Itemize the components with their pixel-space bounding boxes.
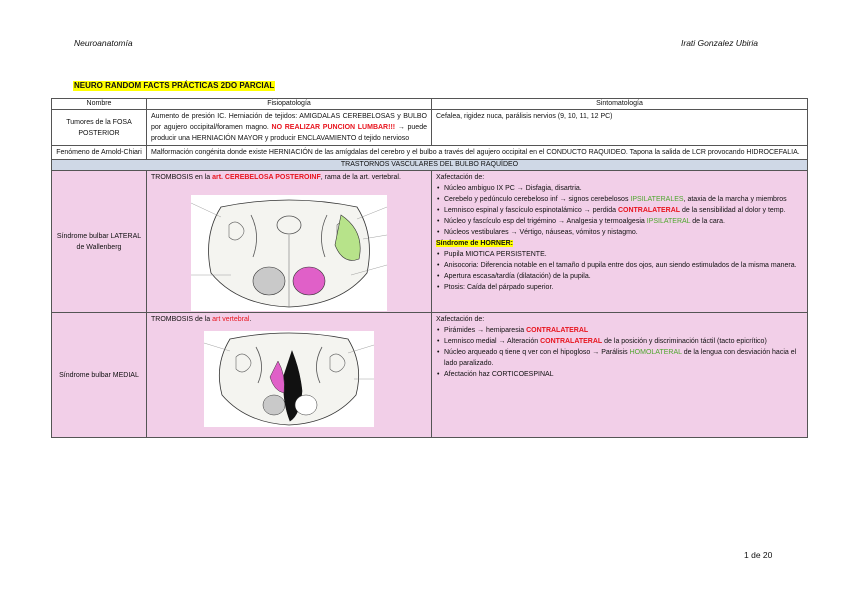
notes-table xyxy=(51,98,808,438)
horner-title: Síndrome de HORNER: xyxy=(436,240,514,247)
list-item: • Núcleos vestibulares → Vértigo, náuseas, vómitos y nistagmo. xyxy=(436,227,803,238)
table-header-row xyxy=(52,99,808,110)
header-left: Neuroanatomía xyxy=(74,38,133,48)
col-header-sintomatologia: Sintomatología xyxy=(432,99,808,110)
symptom-list xyxy=(436,183,803,238)
row-name: Fenómeno de Arnold-Chiari xyxy=(52,146,147,160)
table-row xyxy=(52,313,808,438)
list-item: • Cerebelo y pedúnculo cerebeloso inf → signos cerebelosos IPSILATERALES, ataxia de la marcha y miembros xyxy=(436,194,803,205)
list-item: • Pirámides → hemiparesia CONTRALATERAL xyxy=(436,325,803,336)
row-sinto: Xafectación de: • Pirámides → hemiparesia CONTRALATERAL • Lemnisco medial → Alteración CONTRALATERAL de la posición y discriminación táctil (tacto epicrítico) • Núcleo arqueado q tiene q ver con el hipogloso → Parálisis HOMOLATERAL de la lengua con desviación hacia el lado paralizado. • Afectación haz CORTICOESPINAL xyxy=(432,313,808,438)
section-title: TRASTORNOS VASCULARES DEL BULBO RAQUÍDEO xyxy=(52,160,808,171)
row-name: Síndrome bulbar LATERAL de Wallenberg xyxy=(52,171,147,313)
list-item: • Apertura escasa/tardía (dilatación) de la pupila. xyxy=(436,271,803,282)
horner-list xyxy=(436,249,803,293)
symptom-list xyxy=(436,325,803,380)
table-row xyxy=(52,146,808,160)
col-header-fisiopatologia: Fisiopatología xyxy=(147,99,432,110)
list-item: • Lemnisco medial → Alteración CONTRALATERAL de la posición y discriminación táctil (tacto epicrítico) xyxy=(436,336,803,347)
list-item: • Núcleo arqueado q tiene q ver con el hipogloso → Parálisis HOMOLATERAL de la lengua con desviación hacia el lado paralizado. xyxy=(436,347,803,369)
list-item: • Lemnisco espinal y fascículo espinotalámico → perdida CONTRALATERAL de la sensibilidad al dolor y temp. xyxy=(436,205,803,216)
list-item: • Afectación haz CORTICOESPINAL xyxy=(436,369,803,380)
medulla-lateral-diagram xyxy=(191,195,387,311)
list-item: • Núcleo ambiguo IX PC → Disfagia, disartria. xyxy=(436,183,803,194)
row-fisio: Aumento de presión IC. Herniación de tejidos: AMIGDALAS CEREBELOSAS y BULBO por agujero occipital/foramen magno. NO REALIZAR PUNCION LUMBAR!!! → puede producir una HERNIACIÓN MAYOR y producir ENCLAVAMIENTO d tejido nervioso xyxy=(147,110,432,146)
table-row xyxy=(52,171,808,313)
list-item: • Pupila MIOTICA PERSISTENTE. xyxy=(436,249,803,260)
section-row xyxy=(52,160,808,171)
document-title: NEURO RANDOM FACTS PRÁCTICAS 2DO PARCIAL xyxy=(74,81,275,90)
list-item: • Ptosis: Caída del párpado superior. xyxy=(436,282,803,293)
row-name: Tumores de la FOSA POSTERIOR xyxy=(52,110,147,146)
warning-text: NO REALIZAR PUNCION LUMBAR!!! xyxy=(271,124,396,131)
row-fisio: TROMBOSIS en la art. CEREBELOSA POSTEROINF, rama de la art. vertebral. xyxy=(147,171,432,313)
row-name: Síndrome bulbar MEDIAL xyxy=(52,313,147,438)
header-right: Irati Gonzalez Ubiria xyxy=(681,38,759,48)
list-item: • Núcleo y fascículo esp del trigémino → Analgesia y termoalgesia IPSILATERAL de la cara. xyxy=(436,216,803,227)
page-number: 1 de 20 xyxy=(744,550,773,560)
list-item: • Anisocoria: Diferencia notable en el tamaño d pupila entre dos ojos, aun siendo estimulados de la misma manera. xyxy=(436,260,803,271)
table-row xyxy=(52,110,808,146)
row-sinto: Cefalea, rigidez nuca, parálisis nervios (9, 10, 11, 12 PC) xyxy=(432,110,808,146)
row-fisio: TROMBOSIS de la art vertebral. xyxy=(147,313,432,438)
row-sinto: Xafectación de: • Núcleo ambiguo IX PC → Disfagia, disartria. • Cerebelo y pedúnculo cerebeloso inf → signos cerebelosos IPSILATERALES, ataxia de la marcha y miembros • Lemnisco espinal y fascículo espinotalámico → perdida CONTRALATERAL de la sensibilidad al dolor y temp. • Núcleo y fascículo esp del trigémino → Analgesia y termoalgesia IPSILATERAL de la cara. • Núcleos vestibulares → Vértigo, náuseas, vómitos y nistagmo. Síndrome de HORNER: • Pupila MIOTICA PERSISTENTE. • Anisocoria: Diferencia notable en el tamaño d pupila entre dos ojos, aun siendo estimulados de la misma manera. • Apertura escasa/tardía (dilatación) de la pupila. • Ptosis: Caída del párpado superior. xyxy=(432,171,808,313)
row-description: Malformación congénita donde existe HERNIACIÓN de las amígdalas del cerebro y el bulbo a través del agujero occipital en el CONDUCTO RAQUIDEO. Tapona la salida de LCR provocando HIDROCEFALIA. xyxy=(147,146,808,160)
medulla-medial-diagram xyxy=(204,331,374,427)
col-header-nombre: Nombre xyxy=(52,99,147,110)
